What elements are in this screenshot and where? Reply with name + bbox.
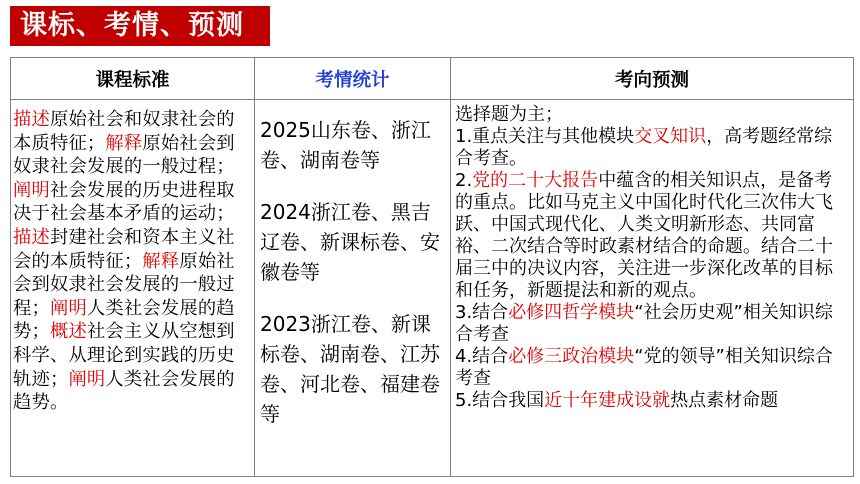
exam-stat-item: 2023浙江卷、新课标卷、湖南卷、江苏卷、河北卷、福建卷等 — [260, 312, 440, 426]
prediction-item — [455, 390, 849, 412]
header-exam-stats: 考情统计 — [255, 58, 451, 100]
body-text: 2. — [455, 170, 473, 191]
body-text: 社会主义从空想到科学、从理论到实践的历史轨迹； — [13, 321, 235, 390]
body-text: 人类社会发展的趋势； — [13, 297, 235, 343]
highlight-text: 解释 — [105, 132, 143, 154]
highlight-text: 解释 — [142, 250, 180, 272]
prediction-item — [455, 302, 849, 346]
header-row — [11, 58, 854, 100]
highlight-text: 党的二十大报告 — [472, 170, 599, 191]
body-text: “党的领导”相关知识综合考查 — [455, 346, 833, 389]
curriculum-text — [13, 108, 252, 415]
highlight-text: 概述 — [49, 321, 87, 343]
page-title: 课标、考情、预测 — [10, 6, 270, 46]
highlight-text: 必修三政治模块 — [508, 346, 635, 367]
body-text: 3.结合 — [455, 302, 509, 323]
highlight-text: 描述 — [13, 109, 50, 130]
prediction-cell — [451, 100, 854, 477]
content-table — [10, 57, 854, 477]
exam-stats-cell — [255, 100, 451, 477]
highlight-text: 交叉知识 — [634, 126, 707, 147]
exam-stat-item: 2025山东卷、浙江卷、湖南卷等 — [260, 118, 431, 172]
prediction-item — [455, 346, 849, 390]
content-row — [11, 100, 854, 477]
body-text: 选择题为主； — [455, 104, 563, 125]
body-text: 中蕴含的相关知识点，是备考的重点。比如马克主义中国化时代化三次伟大飞跃、中国式现代化、人类文明新形态、共同富裕、二次结合等时政素材结合的命题。结合二十届三中的决议内容，关注进一步深化改革的目标和任务，新题提法和新的观点。 — [455, 170, 833, 301]
body-text: “社会历史观”相关知识综合考查 — [455, 302, 833, 345]
body-text: 原始社会到奴隶社会发展的一般过程； — [13, 250, 235, 319]
header-prediction: 考向预测 — [451, 58, 854, 100]
header-curriculum: 课程标准 — [11, 58, 255, 100]
curriculum-cell — [11, 100, 255, 477]
highlight-text: 近十年建成设就 — [544, 390, 671, 411]
body-text: 原始社会和奴隶社会的本质特征； — [13, 109, 235, 154]
prediction-list — [455, 104, 849, 412]
highlight-text: 描述 — [13, 226, 50, 248]
prediction-item — [455, 104, 849, 126]
body-text: 4.结合 — [455, 346, 509, 367]
highlight-text: 阐明 — [13, 179, 50, 201]
highlight-text: 阐明 — [68, 368, 106, 390]
highlight-text: 必修四哲学模块 — [508, 302, 635, 323]
body-text: 1.重点关注与其他模块 — [455, 126, 635, 147]
body-text: 5.结合我国 — [455, 390, 545, 411]
prediction-item — [455, 170, 849, 302]
body-text: 社会发展的历史进程取决于社会基本矛盾的运动； — [13, 179, 235, 225]
exam-stat-item: 2024浙江卷、黑吉辽卷、新课标卷、安徽卷等 — [260, 200, 440, 284]
body-text: 原始社会到奴隶社会发展的一般过程； — [13, 132, 235, 178]
body-text: 热点素材命题 — [670, 390, 779, 411]
body-text: 封建社会和资本主义社会的本质特征； — [13, 226, 235, 272]
prediction-item — [455, 126, 849, 170]
body-text: 人类社会发展的趋势。 — [13, 368, 235, 414]
highlight-text: 阐明 — [49, 297, 87, 319]
body-text: ，高考题经常综合考查。 — [455, 126, 833, 169]
